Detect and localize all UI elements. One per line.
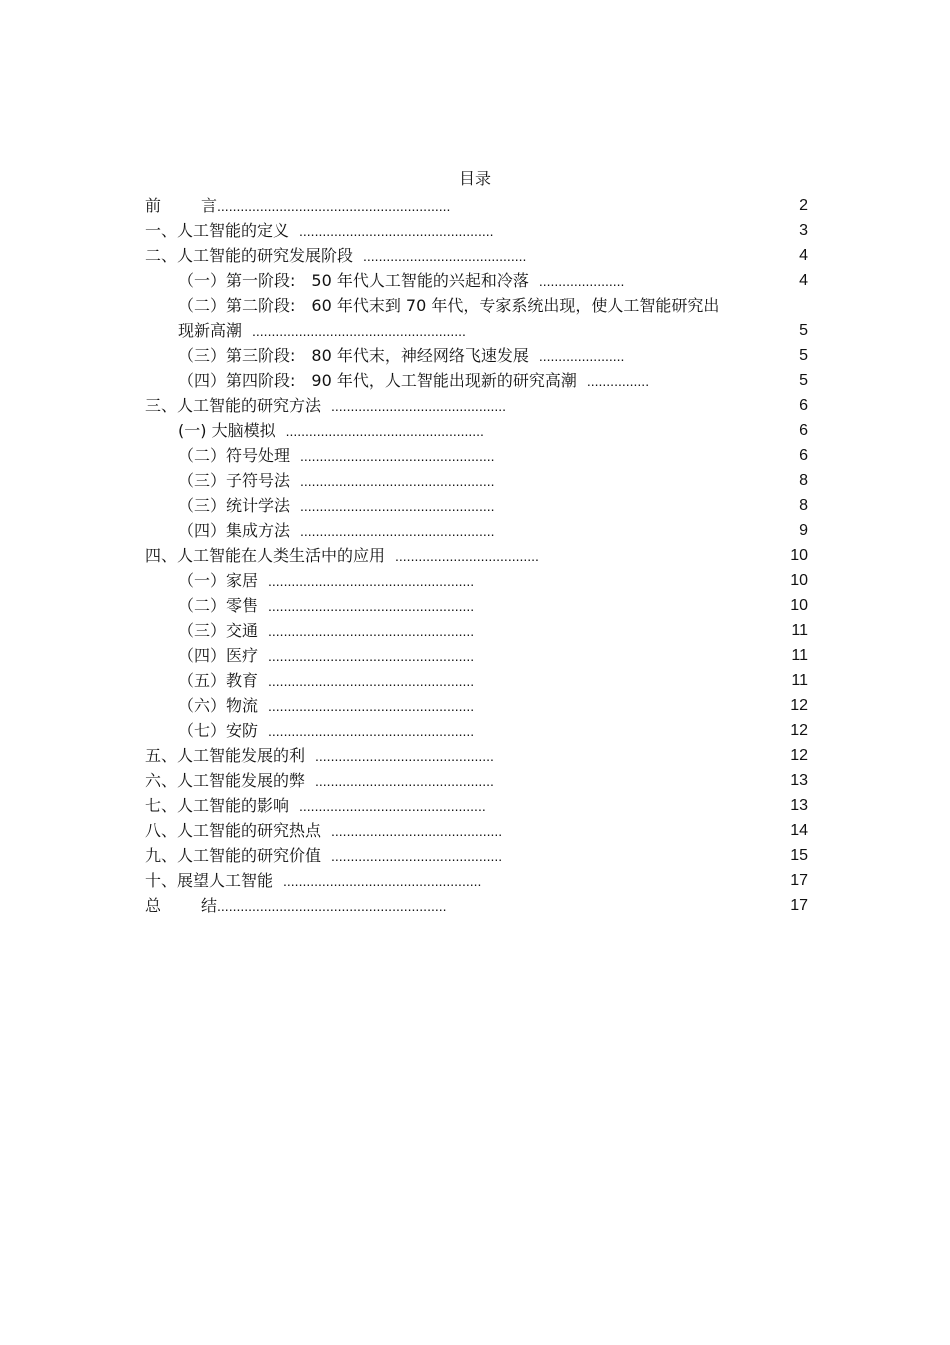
toc-page-number: 10 bbox=[790, 597, 808, 614]
toc-entry[interactable] bbox=[145, 393, 808, 418]
toc-entry-label: （三）交通 bbox=[178, 621, 259, 640]
toc-leader: .................................................. bbox=[300, 448, 495, 464]
toc-entry-label: （四）医疗 bbox=[178, 646, 259, 665]
toc-page-number: 12 bbox=[790, 697, 808, 714]
toc-title: 目录 bbox=[458, 169, 491, 188]
toc-entry[interactable] bbox=[145, 368, 808, 393]
toc-page-number: 15 bbox=[790, 847, 808, 864]
toc-page-number: 13 bbox=[790, 772, 808, 789]
toc-leader: ...................... bbox=[538, 348, 625, 364]
toc-entry[interactable] bbox=[145, 718, 808, 743]
toc-entry-label: 现新高潮 bbox=[178, 321, 243, 340]
toc-leader: .............................................. bbox=[315, 773, 494, 789]
toc-page-number: 10 bbox=[790, 572, 808, 589]
toc-entry-label: （一）第一阶段: 50 年代人工智能的兴起和冷落 bbox=[178, 271, 529, 290]
toc-page-number: 2 bbox=[799, 197, 808, 214]
toc-entry[interactable] bbox=[145, 218, 808, 243]
toc-leader: .......................................... bbox=[363, 248, 527, 264]
toc-leader: ..................................................... bbox=[268, 598, 475, 614]
toc-leader: ................ bbox=[586, 373, 650, 389]
toc-leader: ..................................................... bbox=[268, 723, 475, 739]
toc-entry-label: 前 bbox=[145, 196, 162, 215]
toc-entry-label: （三）子符号法 bbox=[178, 471, 291, 490]
toc-entry-label: 总 bbox=[145, 896, 162, 915]
toc-entry-label: 十、展望人工智能 bbox=[145, 871, 274, 890]
toc-entry[interactable] bbox=[145, 243, 808, 268]
toc-entry-label: (一) 大脑模拟 bbox=[178, 421, 276, 440]
toc-entry[interactable] bbox=[145, 293, 808, 318]
toc-leader: ............................................ bbox=[331, 823, 503, 839]
toc-entry[interactable] bbox=[145, 618, 808, 643]
toc-page-number: 8 bbox=[799, 497, 808, 514]
toc-page-number: 11 bbox=[791, 622, 808, 639]
toc-entry-label: 三、人工智能的研究方法 bbox=[145, 396, 322, 415]
toc-page-number: 6 bbox=[799, 422, 808, 439]
toc-entry-label: 一、人工智能的定义 bbox=[145, 221, 290, 240]
toc-entry[interactable] bbox=[145, 693, 808, 718]
toc-leader: ................................................ bbox=[299, 798, 486, 814]
toc-entry-label: （四）第四阶段: 90 年代，人工智能出现新的研究高潮 bbox=[178, 371, 577, 390]
toc-leader: ..................................................... bbox=[268, 698, 475, 714]
toc-page-number: 9 bbox=[799, 522, 808, 539]
toc-entry-label: （一）家居 bbox=[178, 571, 259, 590]
toc-entry[interactable] bbox=[145, 518, 808, 543]
toc-entry[interactable] bbox=[145, 343, 808, 368]
toc-entry-label: 五、人工智能发展的利 bbox=[145, 746, 306, 765]
toc-entry[interactable] bbox=[145, 668, 808, 693]
toc-entry[interactable] bbox=[145, 743, 808, 768]
toc-leader: ..................................................... bbox=[268, 648, 475, 664]
toc-entry[interactable] bbox=[145, 568, 808, 593]
toc-leader: ........................................................... bbox=[217, 898, 447, 914]
toc-page-number: 11 bbox=[791, 672, 808, 689]
toc-entry[interactable] bbox=[145, 468, 808, 493]
toc-entry[interactable] bbox=[145, 843, 808, 868]
toc-entry-label: 八、人工智能的研究热点 bbox=[145, 821, 322, 840]
toc-page-number: 5 bbox=[799, 347, 808, 364]
toc-page-number: 13 bbox=[790, 797, 808, 814]
toc-leader: .................................................. bbox=[300, 498, 495, 514]
toc-entry[interactable] bbox=[145, 868, 808, 893]
toc-entry-label: 二、人工智能的研究发展阶段 bbox=[145, 246, 354, 265]
toc-entry-label: 九、人工智能的研究价值 bbox=[145, 846, 322, 865]
toc-entry-continuation[interactable] bbox=[145, 318, 808, 343]
toc-leader: ................................................... bbox=[285, 423, 484, 439]
toc-entry[interactable] bbox=[145, 543, 808, 568]
toc-entry-label: （五）教育 bbox=[178, 671, 259, 690]
toc-leader: ..................................................... bbox=[268, 573, 475, 589]
toc-entry[interactable] bbox=[145, 418, 808, 443]
toc-leader: .................................................. bbox=[300, 473, 495, 489]
toc-entry[interactable] bbox=[145, 593, 808, 618]
toc-page-number: 6 bbox=[799, 397, 808, 414]
toc-entry-label: （六）物流 bbox=[178, 696, 259, 715]
toc-entry-label: （七）安防 bbox=[178, 721, 259, 740]
toc-entry-label: （二）第二阶段: 60 年代末到 70 年代，专家系统出现，使人工智能研究出 bbox=[178, 296, 720, 315]
toc-entry-label: 六、人工智能发展的弊 bbox=[145, 771, 306, 790]
toc-page-number: 17 bbox=[790, 897, 808, 914]
toc-page-number: 3 bbox=[799, 222, 808, 239]
toc-entry-label: （四）集成方法 bbox=[178, 521, 291, 540]
toc-entry-label: 结 bbox=[201, 896, 218, 915]
toc-page-number: 4 bbox=[799, 272, 808, 289]
toc-entry[interactable] bbox=[145, 493, 808, 518]
toc-entry-label: 四、人工智能在人类生活中的应用 bbox=[145, 546, 386, 565]
toc-entry-conclusion[interactable] bbox=[145, 893, 808, 918]
toc-leader: ................................................... bbox=[283, 873, 482, 889]
toc-page-number: 5 bbox=[799, 322, 808, 339]
toc-entry-label: （二）零售 bbox=[178, 596, 259, 615]
toc-page-number: 4 bbox=[799, 247, 808, 264]
toc-page-number: 5 bbox=[799, 372, 808, 389]
toc-leader: ..................................................... bbox=[268, 673, 475, 689]
toc-entry[interactable] bbox=[145, 793, 808, 818]
toc-leader: ............................................. bbox=[331, 398, 507, 414]
toc-entry-label: （三）第三阶段: 80 年代末，神经网络飞速发展 bbox=[178, 346, 529, 365]
table-of-contents bbox=[145, 193, 808, 918]
toc-entry-label: （二）符号处理 bbox=[178, 446, 291, 465]
toc-page-number: 11 bbox=[791, 647, 808, 664]
toc-entry[interactable] bbox=[145, 443, 808, 468]
toc-page-number: 17 bbox=[790, 872, 808, 889]
toc-entry-preface[interactable] bbox=[145, 193, 808, 218]
toc-page-number: 6 bbox=[799, 447, 808, 464]
toc-leader: ...................... bbox=[538, 273, 625, 289]
toc-leader: ..................................... bbox=[395, 548, 539, 564]
toc-entry-label: 言 bbox=[201, 196, 218, 215]
toc-entry-label: 七、人工智能的影响 bbox=[145, 796, 290, 815]
toc-leader: .............................................. bbox=[315, 748, 494, 764]
toc-entry[interactable] bbox=[145, 643, 808, 668]
toc-leader: ....................................................... bbox=[252, 323, 466, 339]
toc-page-number: 14 bbox=[790, 822, 808, 839]
toc-leader: ............................................................ bbox=[217, 198, 451, 214]
toc-page-number: 8 bbox=[799, 472, 808, 489]
toc-page-number: 12 bbox=[790, 722, 808, 739]
toc-entry[interactable] bbox=[145, 768, 808, 793]
toc-entry-label: （三）统计学法 bbox=[178, 496, 291, 515]
toc-leader: .................................................. bbox=[300, 523, 495, 539]
toc-page-number: 12 bbox=[790, 747, 808, 764]
toc-leader: ............................................ bbox=[331, 848, 503, 864]
toc-leader: .................................................. bbox=[299, 223, 494, 239]
toc-entry[interactable] bbox=[145, 818, 808, 843]
toc-entry[interactable] bbox=[145, 268, 808, 293]
toc-leader: ..................................................... bbox=[268, 623, 475, 639]
toc-page-number: 10 bbox=[790, 547, 808, 564]
